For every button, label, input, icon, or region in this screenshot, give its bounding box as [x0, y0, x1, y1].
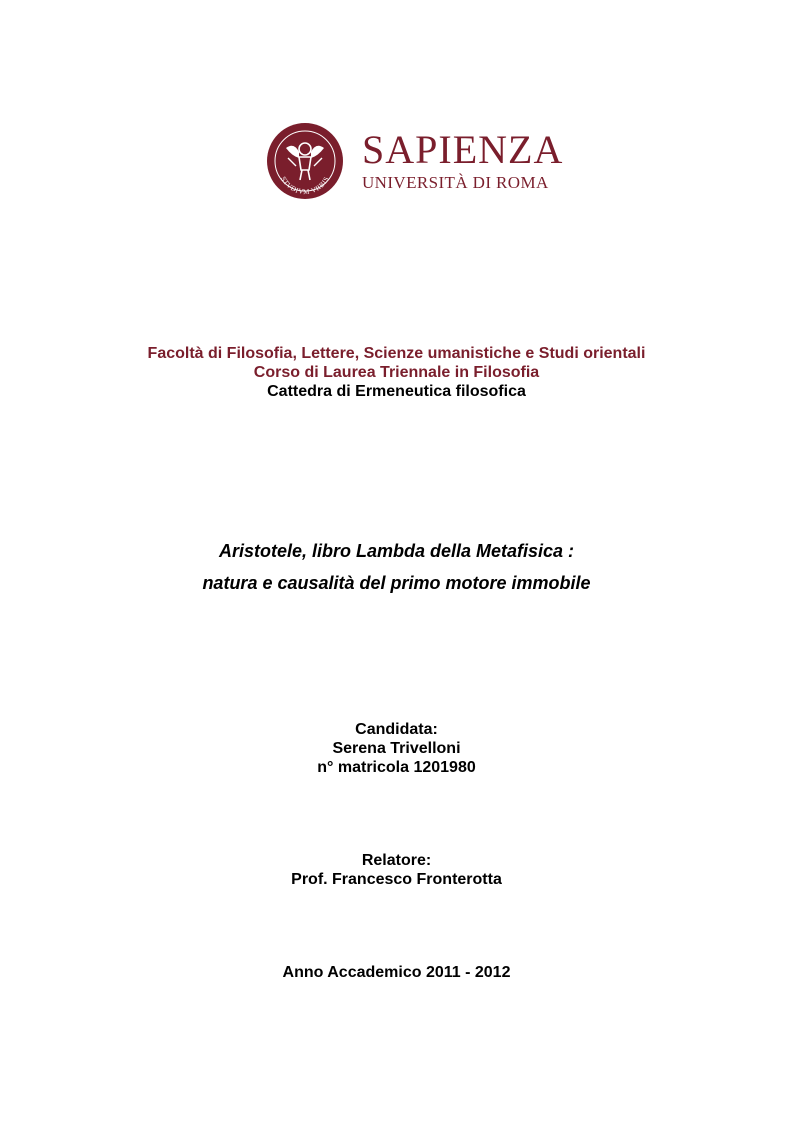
university-name: SAPIENZA	[362, 127, 564, 172]
chair-name: Cattedra di Ermeneutica filosofica	[267, 383, 526, 400]
seal-motto: STVDIVM VRBIS	[279, 175, 331, 197]
degree-course: Corso di Laurea Triennale in Filosofia	[253, 364, 540, 381]
candidate-label: Candidata:	[355, 721, 438, 738]
candidate-name: Serena Trivelloni	[332, 740, 461, 757]
supervisor-name: Prof. Francesco Fronterotta	[291, 871, 502, 888]
thesis-title-line1: Aristotele, libro Lambda della Metafisica :	[218, 541, 575, 561]
thesis-title-line2: natura e causalità del primo motore immobile	[202, 573, 591, 593]
supervisor-label: Relatore:	[361, 852, 432, 869]
university-subtitle: UNIVERSITÀ DI ROMA	[362, 173, 549, 192]
faculty-name: Facoltà di Filosofia, Lettere, Scienze umanistiche e Studi orientali	[147, 345, 646, 362]
academic-year: Anno Accademico 2011 - 2012	[282, 964, 511, 981]
sapienza-seal-icon	[266, 122, 344, 200]
university-logo	[266, 122, 564, 202]
candidate-matricola: n° matricola 1201980	[317, 759, 476, 776]
university-wordmark	[362, 127, 564, 194]
